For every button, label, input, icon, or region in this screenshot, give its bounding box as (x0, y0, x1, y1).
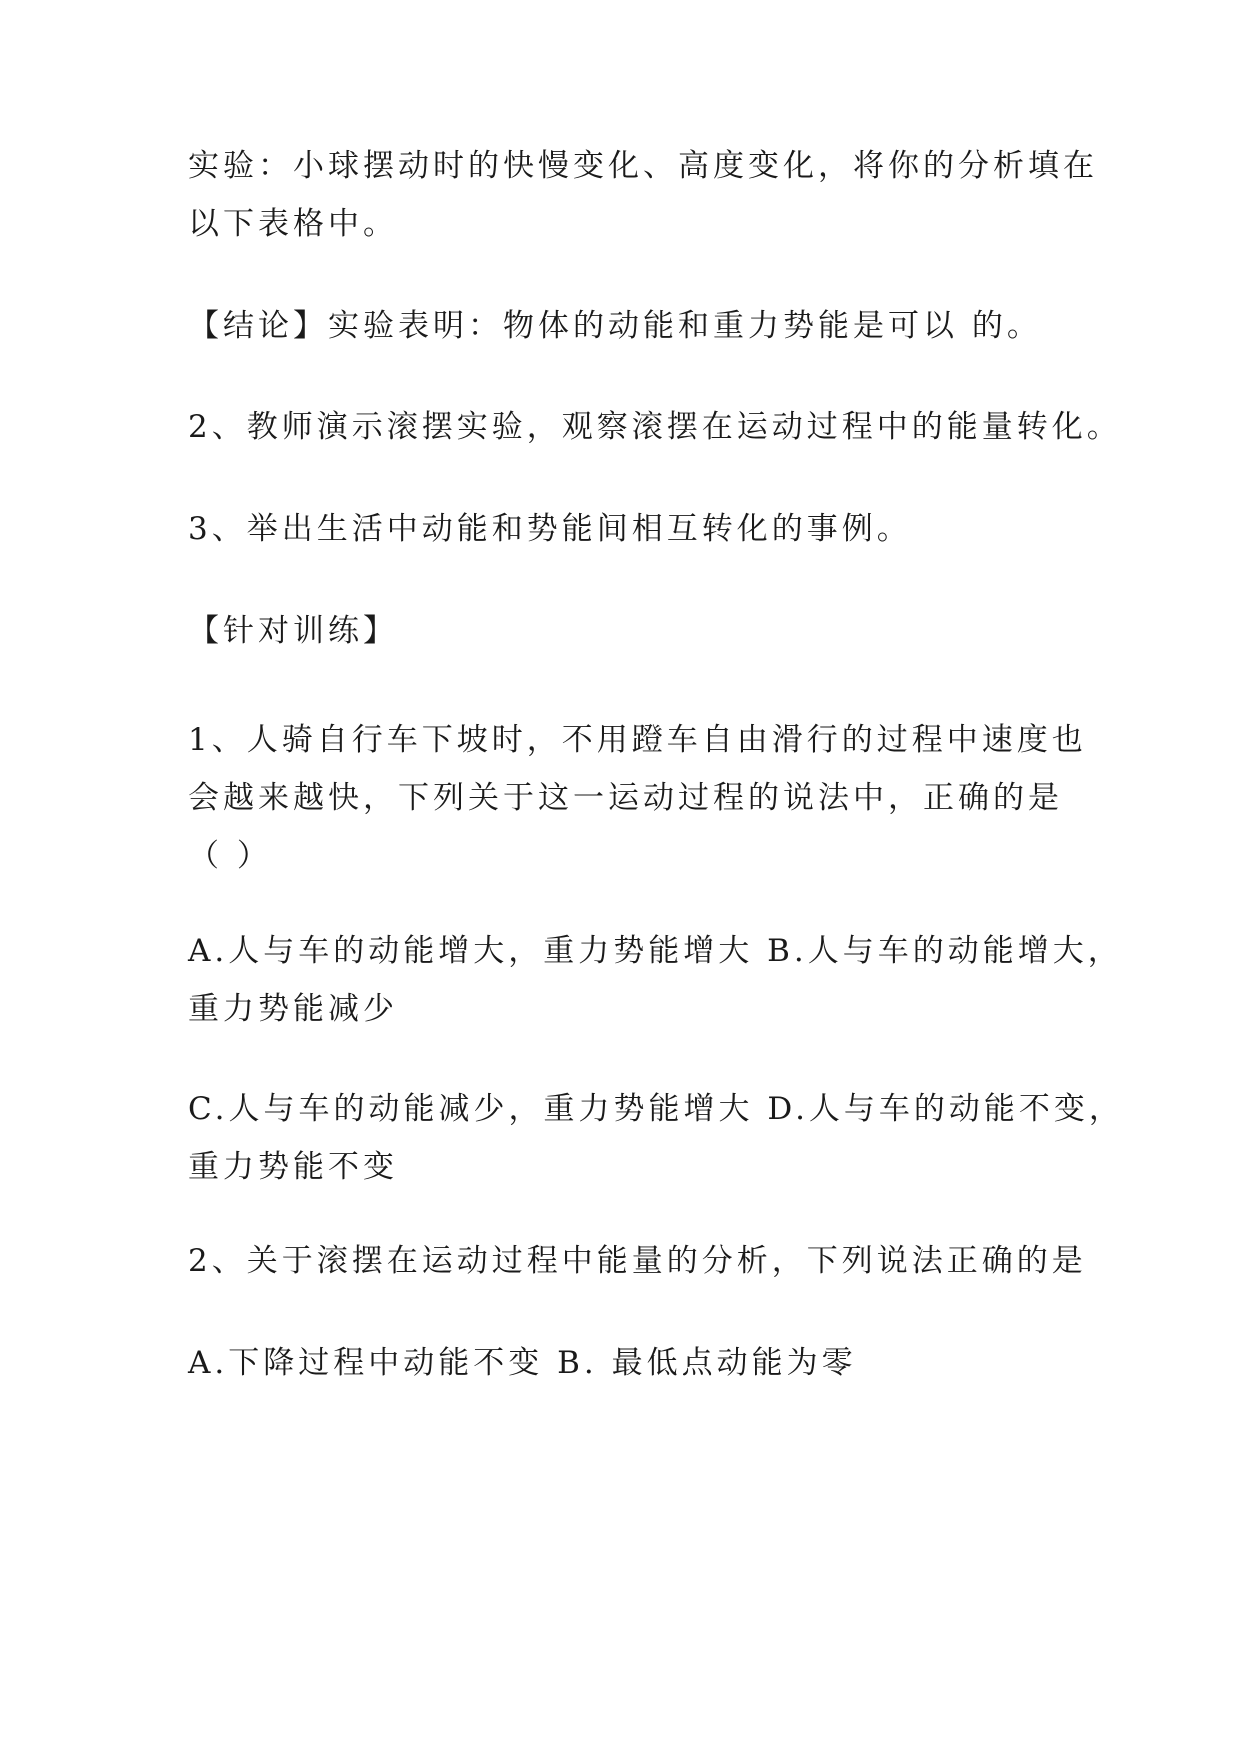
text-line: 2、教师演示滚摆实验，观察滚摆在运动过程中的能量转化。 (188, 409, 1122, 445)
question-2-options (188, 1334, 1068, 1392)
question-1-options-ab (188, 922, 1123, 1038)
paragraph-conclusion (188, 297, 1068, 355)
text-line: 以下表格中。 (188, 206, 398, 242)
question-2 (188, 1232, 1087, 1290)
text-line: 重力势能减少 (188, 991, 398, 1027)
text-line: （ ） (188, 838, 272, 874)
section-heading-training (188, 602, 1068, 660)
text-line: 3、举出生活中动能和势能间相互转化的事例。 (188, 511, 912, 547)
text-line: A.人与车的动能增大，重力势能增大 B.人与车的动能增大， (188, 933, 1123, 969)
text-line: A.下降过程中动能不变 B. 最低点动能为零 (188, 1345, 857, 1381)
paragraph-life-examples (188, 500, 1068, 558)
text-line: 【针对训练】 (188, 613, 398, 649)
text-line: 2、关于滚摆在运动过程中能量的分析，下列说法正确的是 (188, 1243, 1087, 1279)
text-line: 会越来越快，下列关于这一运动过程的说法中，正确的是 (188, 780, 1063, 816)
question-1-options-cd (188, 1080, 1124, 1196)
text-line: 1、人骑自行车下坡时，不用蹬车自由滑行的过程中速度也 (188, 722, 1087, 758)
question-1 (188, 711, 1087, 885)
text-line: 实验：小球摆动时的快慢变化、高度变化，将你的分析填在 (188, 148, 1098, 184)
text-line: C.人与车的动能减少，重力势能增大 D.人与车的动能不变， (188, 1091, 1124, 1127)
paragraph-teacher-demo (188, 398, 1122, 456)
paragraph-experiment-instruction (188, 137, 1098, 253)
text-line: 【结论】实验表明：物体的动能和重力势能是可以 的。 (188, 308, 1042, 344)
text-line: 重力势能不变 (188, 1149, 398, 1185)
